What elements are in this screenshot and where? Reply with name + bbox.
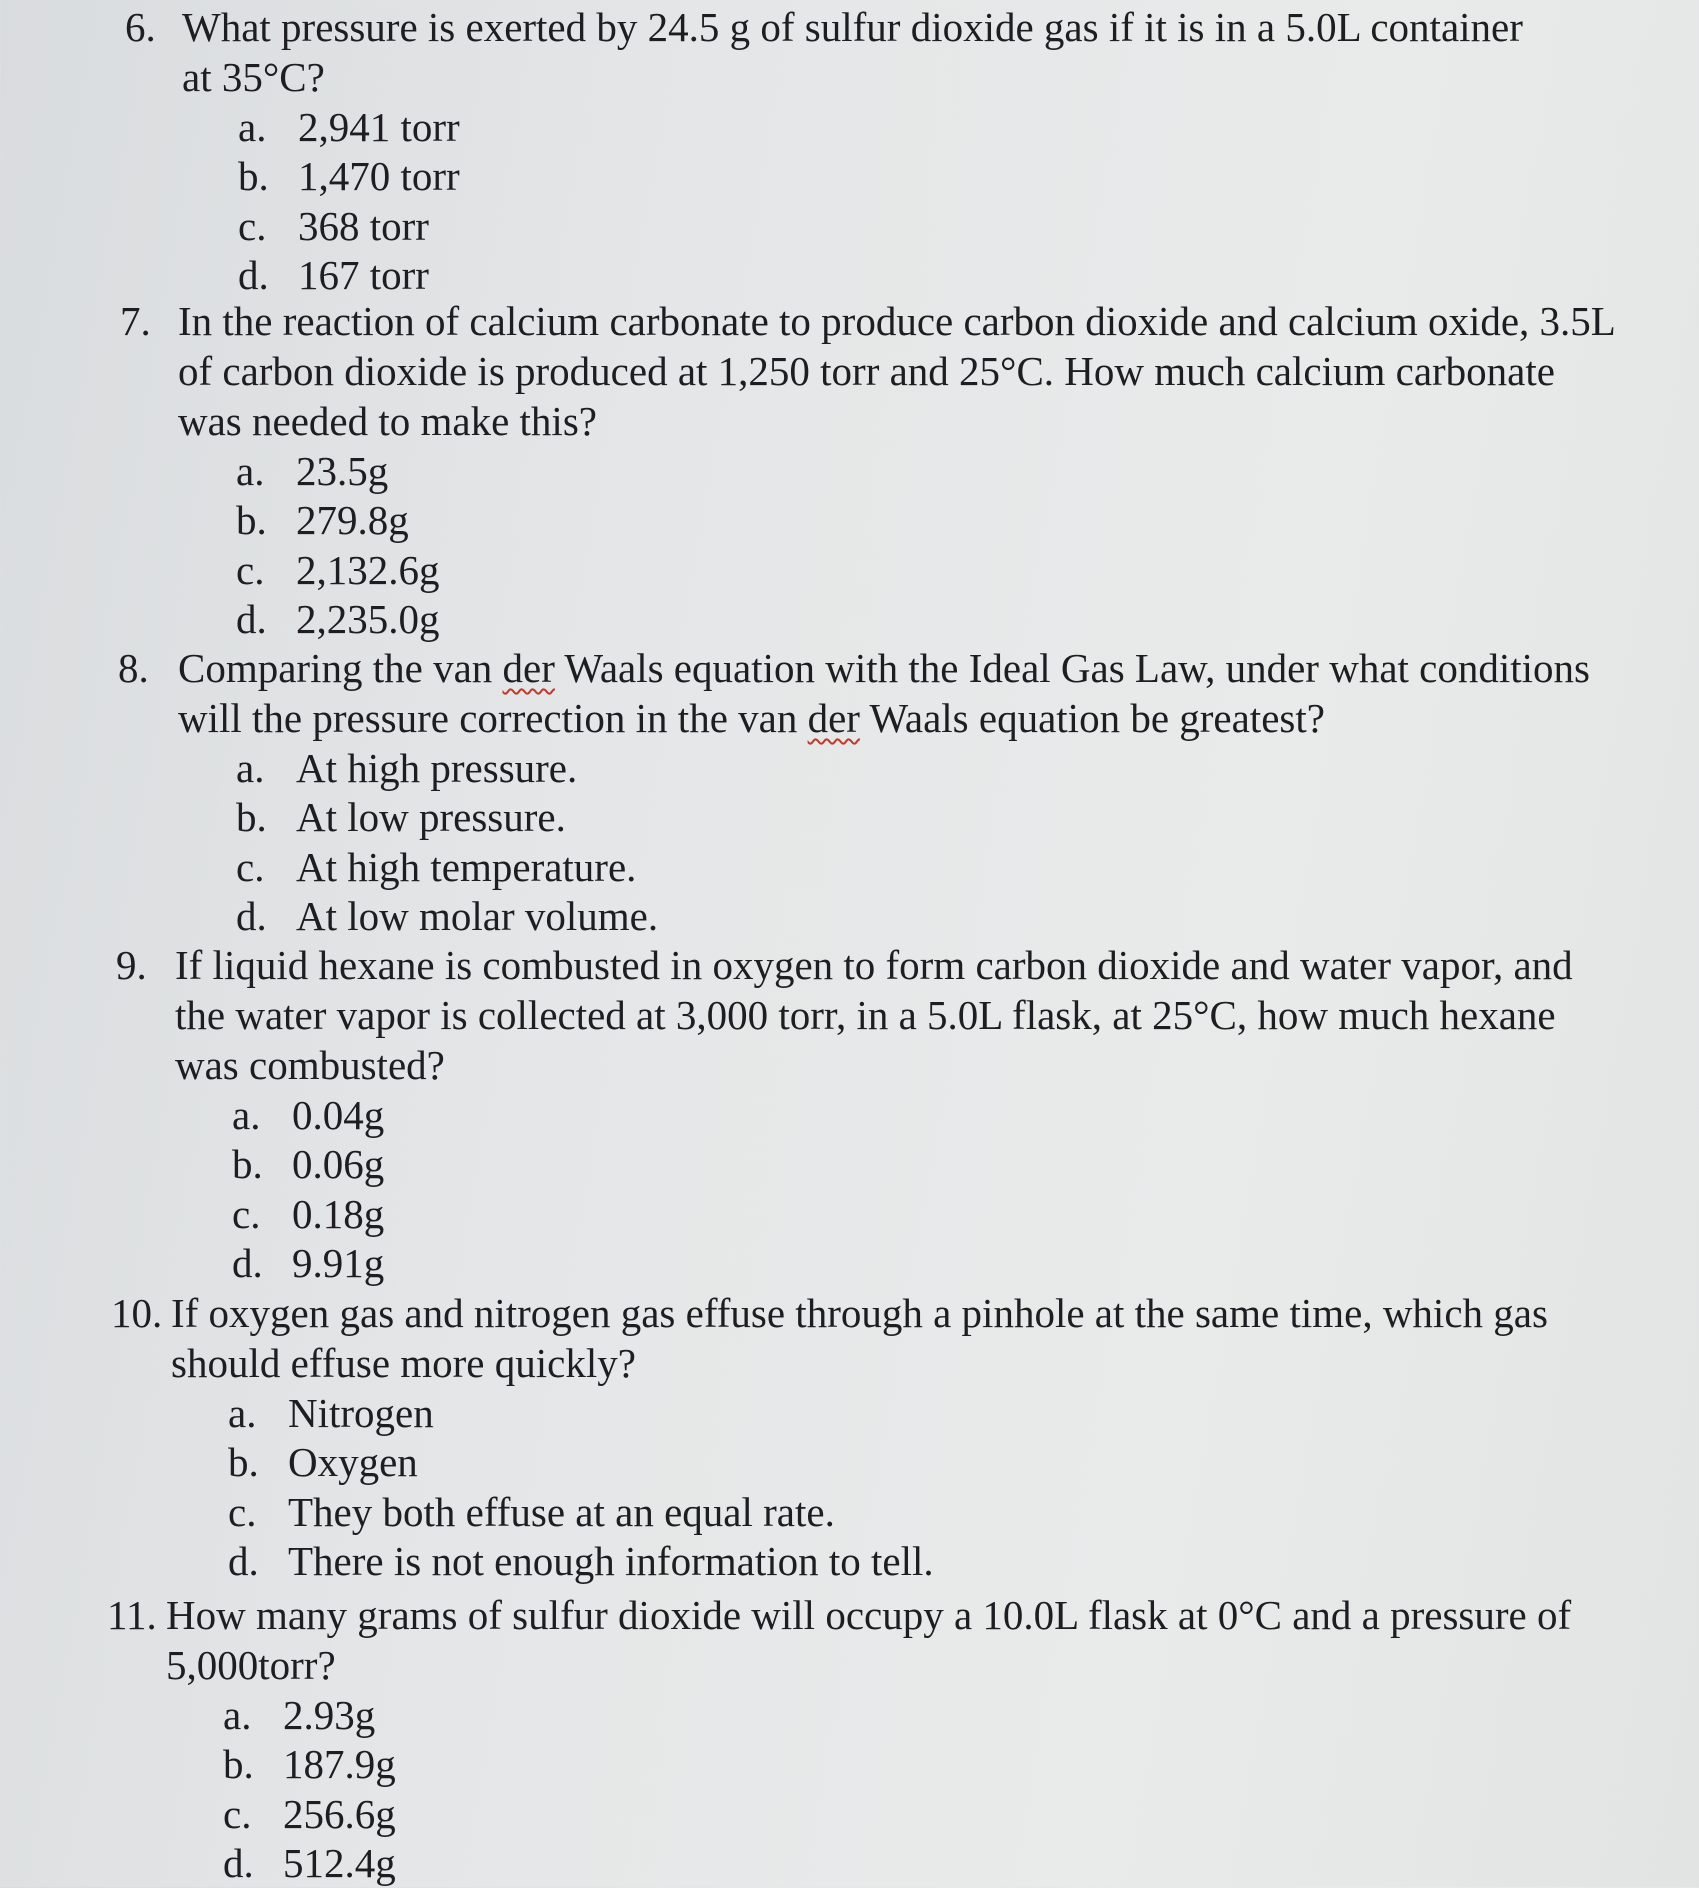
question-8	[118, 643, 1618, 941]
option-c: c. 0.18g	[232, 1189, 1616, 1239]
option-d: d. 512.4g	[223, 1839, 1607, 1888]
question-number: 10.	[111, 1288, 171, 1388]
option-d: d. 2,235.0g	[236, 595, 1620, 645]
question-9	[116, 940, 1616, 1288]
option-a: a. 0.04g	[232, 1090, 1616, 1140]
option-b: b. 187.9g	[223, 1740, 1607, 1790]
option-a: a. 2.93g	[223, 1690, 1607, 1740]
question-7	[120, 296, 1620, 644]
question-11	[107, 1590, 1607, 1888]
options-list	[236, 446, 1620, 644]
question-text: If oxygen gas and nitrogen gas effuse through a pinhole at the same time, which gas should effuse more quickly?	[171, 1288, 1581, 1388]
option-b: b. 0.06g	[232, 1140, 1616, 1190]
option-b: b. 1,470 torr	[238, 152, 1565, 202]
option-c: c. 2,132.6g	[236, 545, 1620, 595]
question-number: 7.	[120, 296, 178, 446]
spellcheck-underlined-word: der	[503, 645, 555, 691]
question-number: 11.	[107, 1590, 166, 1690]
question-text: In the reaction of calcium carbonate to produce carbon dioxide and calcium oxide, 3.5L of carbon dioxide is produced at 1,250 torr and 25°C. How much calcium carbonate was needed to make this?	[178, 296, 1618, 446]
question-text: What pressure is exerted by 24.5 g of sulfur dioxide gas if it is in a 5.0L container at 35°C?	[182, 2, 1542, 102]
option-b: b. At low pressure.	[236, 793, 1618, 843]
option-c: c. At high temperature.	[236, 842, 1618, 892]
options-list	[223, 1690, 1607, 1888]
question-text: Comparing the van der Waals equation with the Ideal Gas Law, under what conditions will the pressure correction in the van der Waals equation be greatest?	[178, 643, 1608, 743]
option-d: d. There is not enough information to tell.	[228, 1537, 1591, 1587]
option-a: a. At high pressure.	[236, 743, 1618, 793]
option-a: a. 2,941 torr	[238, 102, 1565, 152]
question-6	[125, 2, 1565, 300]
option-d: d. 167 torr	[238, 251, 1565, 301]
options-list	[238, 102, 1565, 300]
options-list	[236, 743, 1618, 941]
question-text: How many grams of sulfur dioxide will occupy a 10.0L flask at 0°C and a pressure of 5,000torr?	[166, 1590, 1586, 1690]
question-text: If liquid hexane is combusted in oxygen to form carbon dioxide and water vapor, and the water vapor is collected at 3,000 torr, in a 5.0L flask, at 25°C, how much hexane was combusted?	[175, 940, 1605, 1090]
option-c: c. 256.6g	[223, 1789, 1607, 1839]
options-list	[228, 1388, 1591, 1586]
option-b: b. 279.8g	[236, 496, 1620, 546]
option-b: b. Oxygen	[228, 1438, 1591, 1488]
options-list	[232, 1090, 1616, 1288]
question-number: 8.	[118, 643, 178, 743]
question-10	[111, 1288, 1591, 1586]
spellcheck-underlined-word: der	[808, 695, 860, 741]
option-d: d. 9.91g	[232, 1239, 1616, 1289]
option-c: c. 368 torr	[238, 201, 1565, 251]
question-number: 6.	[125, 2, 182, 102]
option-a: a. Nitrogen	[228, 1388, 1591, 1438]
option-c: c. They both effuse at an equal rate.	[228, 1487, 1591, 1537]
question-number: 9.	[116, 940, 175, 1090]
option-d: d. At low molar volume.	[236, 892, 1618, 942]
option-a: a. 23.5g	[236, 446, 1620, 496]
